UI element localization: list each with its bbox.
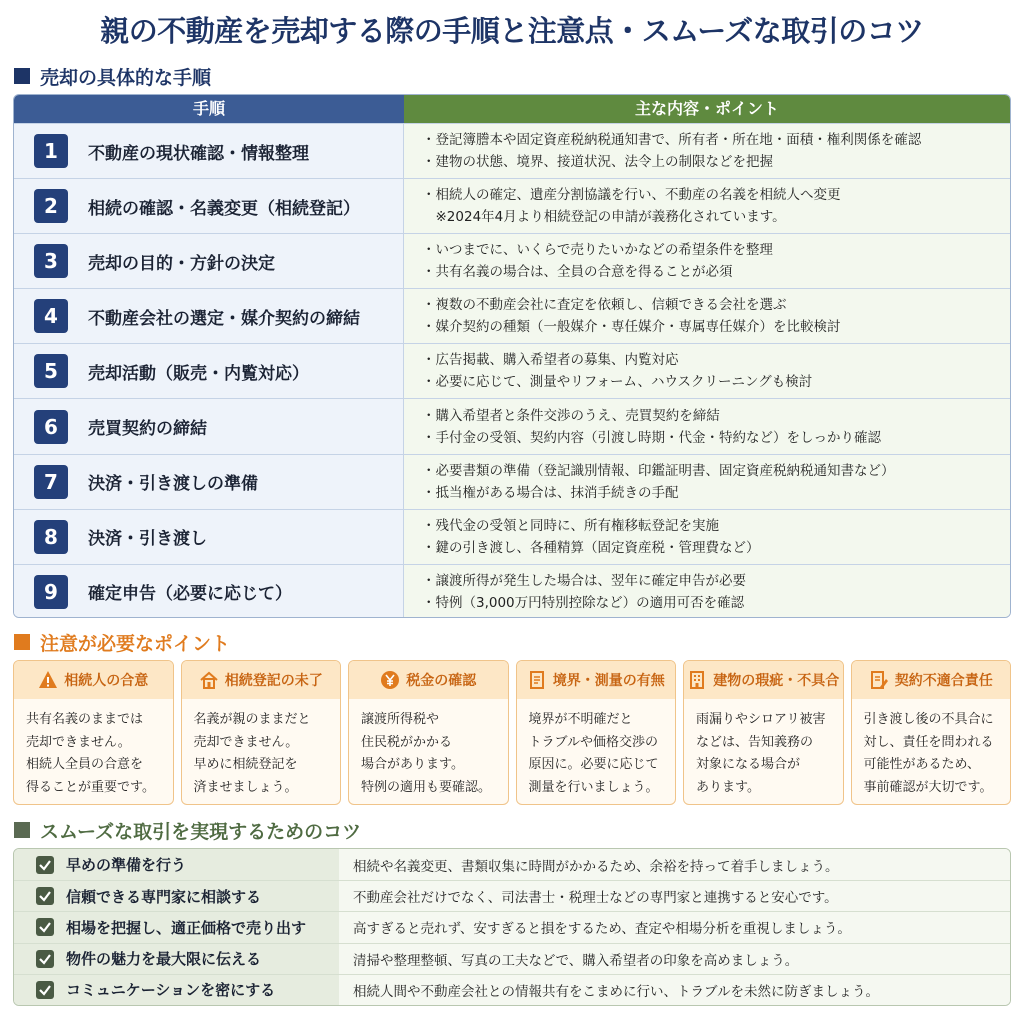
table-row <box>14 123 1010 178</box>
checkbox-checked-icon <box>36 981 54 999</box>
caution-card-line: 事前確認が大切です。 <box>863 779 993 795</box>
heading-square-marker <box>14 822 30 838</box>
table-row <box>14 454 1010 509</box>
caution-card-line: 可能性があるため、 <box>863 757 980 772</box>
step-point-line: ・広告掲載、購入希望者の募集、内覧対応 <box>422 352 679 369</box>
table-row <box>14 849 1010 880</box>
step-points-cell <box>404 344 1010 398</box>
tips-section-heading <box>14 817 361 843</box>
caution-card-line: 引き渡し後の不具合に <box>863 712 994 727</box>
caution-card-line: 雨漏りやシロアリ被害 <box>696 712 826 727</box>
table-row <box>14 564 1010 618</box>
tip-title-cell <box>14 881 339 911</box>
warning-icon <box>38 670 58 690</box>
table-row <box>14 233 1010 288</box>
step-point-line: ・いつまでに、いくらで売りたいかなどの希望条件を整理 <box>422 242 773 259</box>
col-header-step: 手順 <box>14 95 404 123</box>
caution-card <box>13 660 174 805</box>
caution-card-header <box>684 661 843 699</box>
caution-card-header <box>182 661 341 699</box>
tip-title-cell <box>14 849 339 880</box>
checkbox-checked-icon <box>36 887 54 905</box>
step-number-badge: 6 <box>34 410 68 444</box>
caution-card-line: 場合があります。 <box>361 757 464 772</box>
step-point-line: ・媒介契約の種類（一般媒介・専任媒介・専属専任媒介）を比較検討 <box>422 319 841 336</box>
tip-title: 物件の魅力を最大限に伝える <box>66 950 262 969</box>
step-title: 売買契約の締結 <box>88 419 207 440</box>
caution-card-line: などは、告知義務の <box>696 734 814 750</box>
caution-card-header <box>349 661 508 699</box>
caution-card-line: 対象になる場合が <box>696 757 801 772</box>
step-cell <box>14 455 404 509</box>
caution-card-line: トラブルや価格交渉の <box>528 734 658 750</box>
page-title: 親の不動産を売却する際の手順と注意点・スムーズな取引のコツ <box>100 14 924 48</box>
tip-title: コミュニケーションを密にする <box>66 981 276 1000</box>
caution-card-line: 対し、責任を問われる <box>863 734 994 750</box>
step-point-line: ・登記簿謄本や固定資産税納税通知書で、所有者・所在地・面積・権利関係を確認 <box>422 132 922 149</box>
caution-card-body <box>349 699 508 799</box>
step-title: 決済・引き渡し <box>88 529 207 550</box>
document-icon <box>527 670 547 690</box>
caution-card-line: 譲渡所得税や <box>361 712 440 727</box>
step-title: 相続の確認・名義変更（相続登記） <box>88 198 360 219</box>
caution-card-line: 早めに相続登記を <box>193 757 298 772</box>
checkbox-checked-icon <box>36 918 54 936</box>
step-number-badge: 4 <box>34 299 68 333</box>
step-cell <box>14 399 404 453</box>
tip-description: 不動産会社だけでなく、司法書士・税理士などの専門家と連携すると安心です。 <box>339 881 1010 911</box>
caution-card-line: 測量を行いましょう。 <box>528 779 659 795</box>
table-row <box>14 343 1010 398</box>
step-number-badge: 8 <box>34 520 68 554</box>
caution-card-body <box>517 699 676 799</box>
step-points-cell <box>404 510 1010 564</box>
table-row <box>14 178 1010 233</box>
steps-heading-text: 売却の具体的な手順 <box>40 66 212 89</box>
caution-card-title: 建物の瑕疵・不具合 <box>713 673 840 689</box>
step-point-line: ・抵当権がある場合は、抹消手続きの手配 <box>422 484 679 501</box>
caution-card-header <box>517 661 676 699</box>
step-points-cell <box>404 399 1010 453</box>
caution-card-line: あります。 <box>696 779 760 795</box>
caution-card-line: 住民税がかかる <box>361 734 453 750</box>
tip-description: 清掃や整理整頓、写真の工夫などで、購入希望者の印象を高めましょう。 <box>339 944 1010 974</box>
tip-description: 相続や名義変更、書類収集に時間がかかるため、余裕を持って着手しましょう。 <box>339 849 1010 880</box>
step-point-line: ・残代金の受領と同時に、所有権移転登記を実施 <box>422 517 719 534</box>
tip-description: 相続人間や不動産会社との情報共有をこまめに行い、トラブルを未然に防ぎましょう。 <box>339 975 1010 1005</box>
caution-card <box>516 660 677 805</box>
caution-card <box>683 660 844 805</box>
caution-card <box>851 660 1012 805</box>
table-row <box>14 974 1010 1005</box>
checkbox-checked-icon <box>36 856 54 874</box>
step-point-line: ・複数の不動産会社に査定を依頼し、信頼できる会社を選ぶ <box>422 297 787 314</box>
caution-card-line: 境界が不明確だと <box>528 712 633 727</box>
step-point-line: ※2024年4月より相続登記の申請が義務化されています。 <box>422 209 786 226</box>
caution-card-line: 相続人全員の合意を <box>26 757 144 772</box>
tip-title: 早めの準備を行う <box>66 856 187 875</box>
step-number-badge: 3 <box>34 244 68 278</box>
table-row <box>14 509 1010 564</box>
caution-section-heading <box>14 629 230 655</box>
contract-icon <box>869 670 889 690</box>
step-number-badge: 1 <box>34 134 68 168</box>
caution-card-line: 特例の適用も要確認。 <box>361 779 492 795</box>
tip-title-cell <box>14 975 339 1005</box>
tip-title-cell <box>14 912 339 942</box>
caution-card <box>181 660 342 805</box>
caution-card-title: 税金の確認 <box>406 673 477 689</box>
tip-title: 相場を把握し、適正価格で売り出す <box>66 918 307 937</box>
step-point-line: ・購入希望者と条件交渉のうえ、売買契約を締結 <box>422 407 720 424</box>
checkbox-checked-icon <box>36 950 54 968</box>
step-title: 不動産の現状確認・情報整理 <box>88 143 309 164</box>
step-point-line: ・共有名義の場合は、全員の合意を得ることが必須 <box>422 264 733 281</box>
caution-card-title: 境界・測量の有無 <box>552 673 665 689</box>
caution-card-line: 売却できません。 <box>193 734 299 750</box>
step-points-cell <box>404 289 1010 343</box>
caution-card-header <box>852 661 1011 699</box>
table-row <box>14 880 1010 911</box>
step-cell <box>14 179 404 233</box>
step-cell <box>14 124 404 178</box>
table-row <box>14 911 1010 942</box>
step-title: 決済・引き渡しの準備 <box>88 474 258 495</box>
caution-card-body <box>684 699 843 799</box>
step-point-line: ・相続人の確定、遺産分割協議を行い、不動産の名義を相続人へ変更 <box>422 187 841 204</box>
tips-heading-text: スムーズな取引を実現するためのコツ <box>40 820 362 843</box>
step-point-line: ・必要に応じて、測量やリフォーム、ハウスクリーニングも検討 <box>422 374 813 391</box>
step-cell <box>14 510 404 564</box>
caution-card-line: 原因に。必要に応じて <box>528 757 659 772</box>
house-icon <box>199 670 219 690</box>
step-points-cell <box>404 124 1010 178</box>
caution-card-line: 済ませましょう。 <box>193 779 298 795</box>
step-points-cell <box>404 565 1010 618</box>
tip-title-cell <box>14 944 339 974</box>
caution-card-body <box>14 699 173 799</box>
step-cell <box>14 289 404 343</box>
caution-card-title: 契約不適合責任 <box>894 673 993 689</box>
caution-card-line: 共有名義のままでは <box>26 712 144 727</box>
caution-card <box>348 660 509 805</box>
step-number-badge: 5 <box>34 354 68 388</box>
step-points-cell <box>404 179 1010 233</box>
building-icon <box>687 670 707 690</box>
caution-heading-text: 注意が必要なポイント <box>40 632 231 655</box>
caution-card-body <box>182 699 341 799</box>
col-header-points: 主な内容・ポイント <box>404 95 1010 123</box>
step-number-badge: 9 <box>34 575 68 609</box>
caution-cards <box>13 660 1011 805</box>
step-title: 不動産会社の選定・媒介契約の締結 <box>88 308 360 329</box>
tip-title: 信頼できる専門家に相談する <box>66 887 262 906</box>
caution-card-line: 売却できません。 <box>26 734 131 750</box>
steps-table <box>13 94 1011 618</box>
step-point-line: ・鍵の引き渡し、各種精算（固定資産税・管理費など） <box>422 539 760 556</box>
caution-card-body <box>852 699 1011 799</box>
heading-square-marker <box>14 634 30 650</box>
step-number-badge: 2 <box>34 189 68 223</box>
caution-card-title: 相続登記の未了 <box>224 673 323 689</box>
steps-section-heading <box>14 63 211 89</box>
caution-card-line: 名義が親のままだと <box>193 712 311 727</box>
step-point-line: ・建物の状態、境界、接道状況、法令上の制限などを把握 <box>422 154 773 171</box>
step-title: 売却活動（販売・内覧対応） <box>88 363 309 384</box>
steps-table-header <box>14 95 1010 123</box>
table-row <box>14 288 1010 343</box>
step-point-line: ・特例（3,000万円特別控除など）の適用可否を確認 <box>422 594 745 611</box>
heading-square-marker <box>14 68 30 84</box>
step-cell <box>14 344 404 398</box>
steps-table-body <box>14 123 1010 618</box>
caution-card-line: 得ることが重要です。 <box>26 779 155 795</box>
step-title: 確定申告（必要に応じて） <box>88 584 292 605</box>
step-cell <box>14 565 404 618</box>
caution-card-title: 相続人の合意 <box>64 673 149 689</box>
caution-card-header <box>14 661 173 699</box>
step-point-line: ・譲渡所得が発生した場合は、翌年に確定申告が必要 <box>422 572 746 589</box>
step-point-line: ・手付金の受領、契約内容（引渡し時期・代金・特約など）をしっかり確認 <box>422 429 881 446</box>
table-row <box>14 943 1010 974</box>
step-point-line: ・必要書類の準備（登記識別情報、印鑑証明書、固定資産税納税通知書など） <box>422 462 895 479</box>
yen-icon <box>380 670 400 690</box>
step-points-cell <box>404 455 1010 509</box>
step-number-badge: 7 <box>34 465 68 499</box>
tips-table <box>13 848 1011 1006</box>
tip-description: 高すぎると売れず、安すぎると損をするため、査定や相場分析を重視しましょう。 <box>339 912 1010 942</box>
step-cell <box>14 234 404 288</box>
table-row <box>14 398 1010 453</box>
step-title: 売却の目的・方針の決定 <box>88 253 275 274</box>
step-points-cell <box>404 234 1010 288</box>
